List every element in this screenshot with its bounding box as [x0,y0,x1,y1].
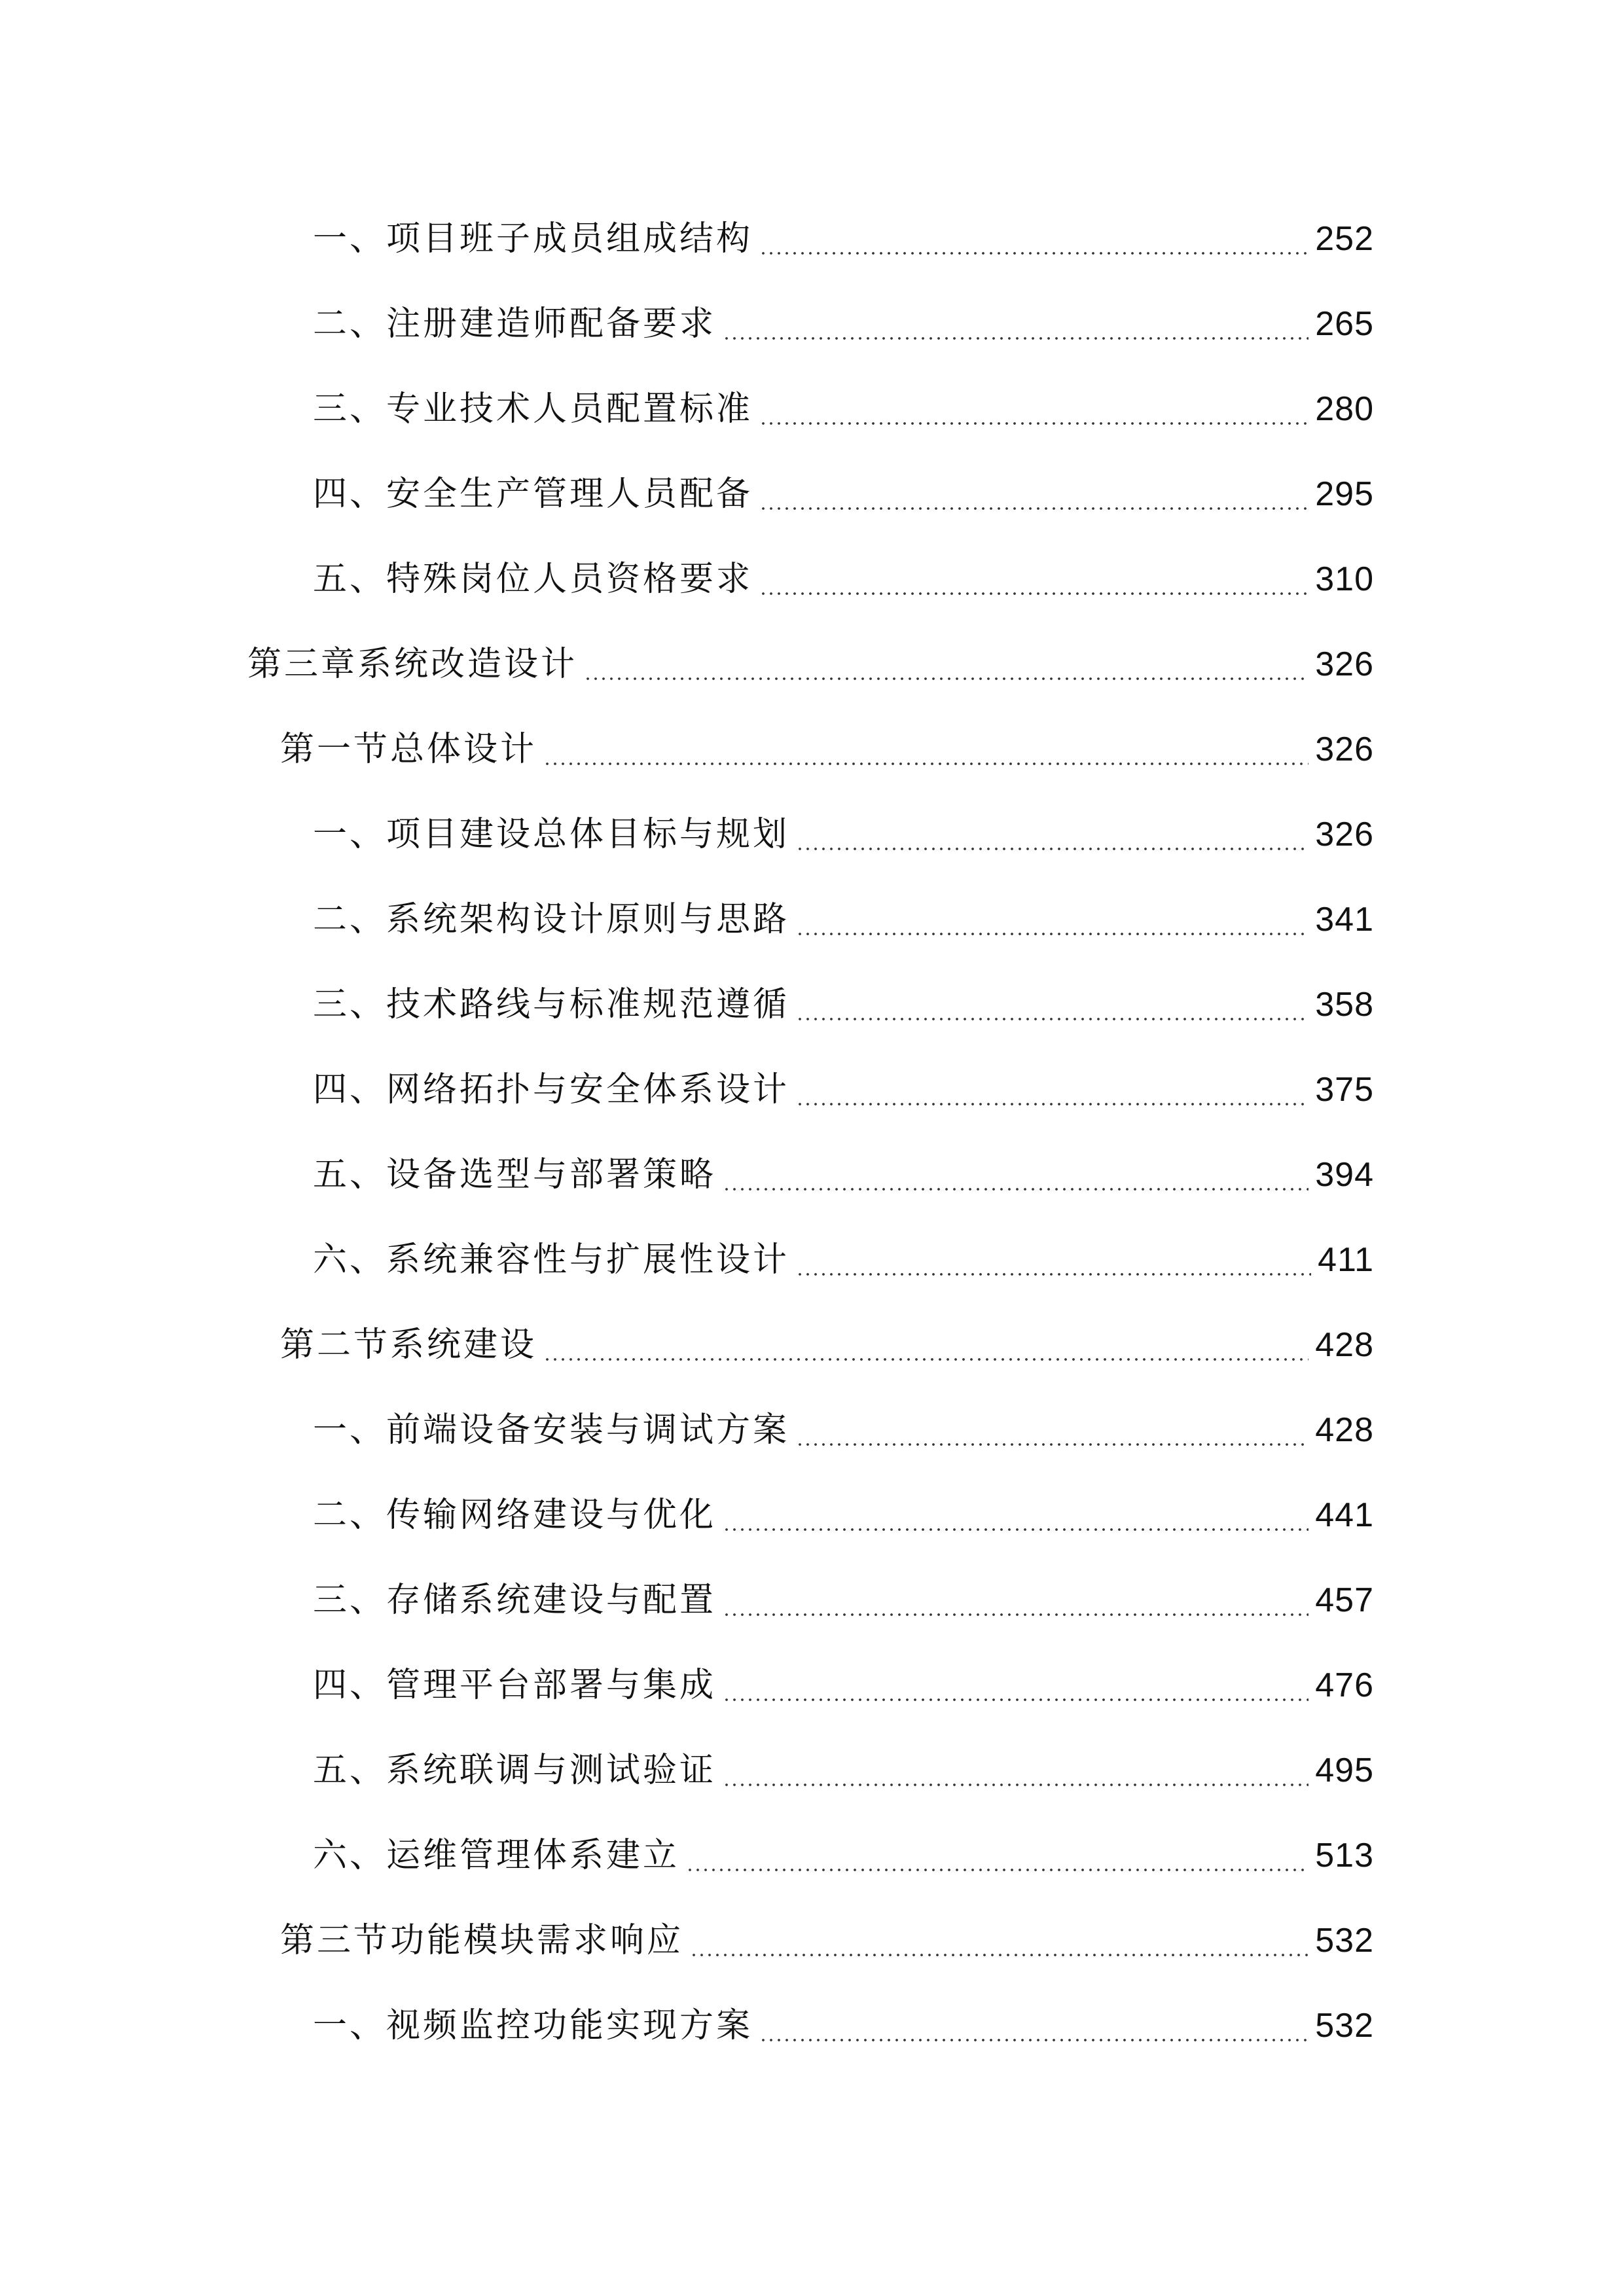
dot-leader [723,1784,1308,1786]
dot-leader [723,1698,1308,1701]
toc-entry-title: 二、注册建造师配备要求 [313,304,717,344]
toc-entry-title: 一、项目建设总体目标与规划 [313,815,790,854]
toc-entry[interactable] [313,893,1374,946]
toc-entry[interactable] [313,1489,1374,1541]
toc-entry[interactable] [313,1744,1374,1797]
toc-entry-title: 二、传输网络建设与优化 [313,1496,717,1535]
dot-leader [796,1103,1308,1105]
toc-entry-title: 四、网络拓扑与安全体系设计 [313,1070,790,1109]
toc-entry-title: 四、安全生产管理人员配备 [313,475,753,514]
toc-entry-page: 476 [1315,1666,1374,1704]
toc-entry-title: 第三章系统改造设计 [247,645,578,684]
dot-leader [723,337,1308,340]
toc-section-entry[interactable] [280,1319,1374,1371]
toc-entry-page: 295 [1315,475,1374,513]
toc-entry-title: 二、系统架构设计原则与思路 [313,900,790,939]
toc-entry-page: 252 [1315,220,1374,258]
toc-entry-page: 441 [1315,1496,1374,1534]
toc-entry-title: 六、运维管理体系建立 [313,1836,680,1875]
toc-entry-page: 428 [1315,1326,1374,1364]
toc-entry-page: 495 [1315,1751,1374,1789]
toc-entry-page: 326 [1315,730,1374,768]
toc-entry-page: 326 [1315,816,1374,853]
dot-leader [759,2039,1308,2041]
toc-entry-page: 428 [1315,1411,1374,1449]
toc-entry[interactable] [313,553,1374,605]
toc-entry[interactable] [313,978,1374,1031]
dot-leader [723,1613,1308,1616]
toc-entry[interactable] [313,1064,1374,1116]
toc-entry-page: 532 [1315,1922,1374,1960]
dot-leader [759,422,1308,425]
dot-leader [723,1528,1308,1531]
toc-entry[interactable] [313,1234,1374,1286]
toc-entry-title: 三、专业技术人员配置标准 [313,389,753,429]
toc-entry-title: 五、系统联调与测试验证 [313,1751,717,1790]
toc-entry-title: 一、项目班子成员组成结构 [313,219,753,259]
toc-entry-title: 六、系统兼容性与扩展性设计 [313,1240,790,1280]
dot-leader [759,252,1308,255]
toc-entry[interactable] [313,213,1374,265]
toc-entry-page: 411 [1318,1241,1374,1279]
toc-entry-title: 第三节功能模块需求响应 [280,1921,684,1960]
toc-entry-page: 265 [1315,305,1374,343]
toc-section-entry[interactable] [280,1914,1374,1967]
dot-leader [796,1273,1311,1276]
toc-entry[interactable] [313,1829,1374,1882]
dot-leader [759,507,1308,510]
dot-leader [686,1869,1308,1871]
toc-entry[interactable] [313,1404,1374,1456]
dot-leader [796,1018,1308,1020]
toc-entry-title: 三、存储系统建设与配置 [313,1581,717,1620]
toc-entry[interactable] [313,468,1374,520]
toc-entry-page: 375 [1315,1071,1374,1109]
toc-entry[interactable] [313,1574,1374,1626]
toc-entry-title: 五、设备选型与部署策略 [313,1155,717,1194]
toc-entry-page: 457 [1315,1581,1374,1619]
toc-section-entry[interactable] [280,723,1374,776]
toc-entry-page: 280 [1315,390,1374,428]
toc-entry-page: 341 [1315,901,1374,939]
toc-entry-page: 532 [1315,2007,1374,2045]
dot-leader [796,933,1308,935]
toc-entry-title: 第一节总体设计 [280,730,537,769]
toc-entry-page: 513 [1315,1837,1374,1874]
toc-entry-title: 五、特殊岗位人员资格要求 [313,560,753,599]
dot-leader [543,762,1308,765]
toc-entry[interactable] [313,1149,1374,1201]
toc-entry-title: 四、管理平台部署与集成 [313,1666,717,1705]
toc-entry-title: 三、技术路线与标准规范遵循 [313,985,790,1024]
toc-entry[interactable] [313,298,1374,350]
dot-leader [723,1188,1308,1191]
dot-leader [584,677,1308,680]
toc-chapter-entry[interactable] [247,638,1374,691]
toc-entry-page: 358 [1315,986,1374,1024]
dot-leader [543,1358,1308,1361]
dot-leader [690,1954,1308,1956]
toc-entry[interactable] [313,1659,1374,1712]
dot-leader [796,1443,1308,1446]
toc-entry-page: 310 [1315,560,1374,598]
toc-entry[interactable] [313,2000,1374,2052]
toc-entry-title: 第二节系统建设 [280,1325,537,1365]
dot-leader [796,848,1308,850]
toc-entry-title: 一、视频监控功能实现方案 [313,2006,753,2045]
toc-entry[interactable] [313,808,1374,861]
toc-entry[interactable] [313,383,1374,435]
toc-entry-page: 326 [1315,645,1374,683]
toc-entry-title: 一、前端设备安装与调试方案 [313,1410,790,1450]
toc-entry-page: 394 [1315,1156,1374,1194]
dot-leader [759,592,1308,595]
